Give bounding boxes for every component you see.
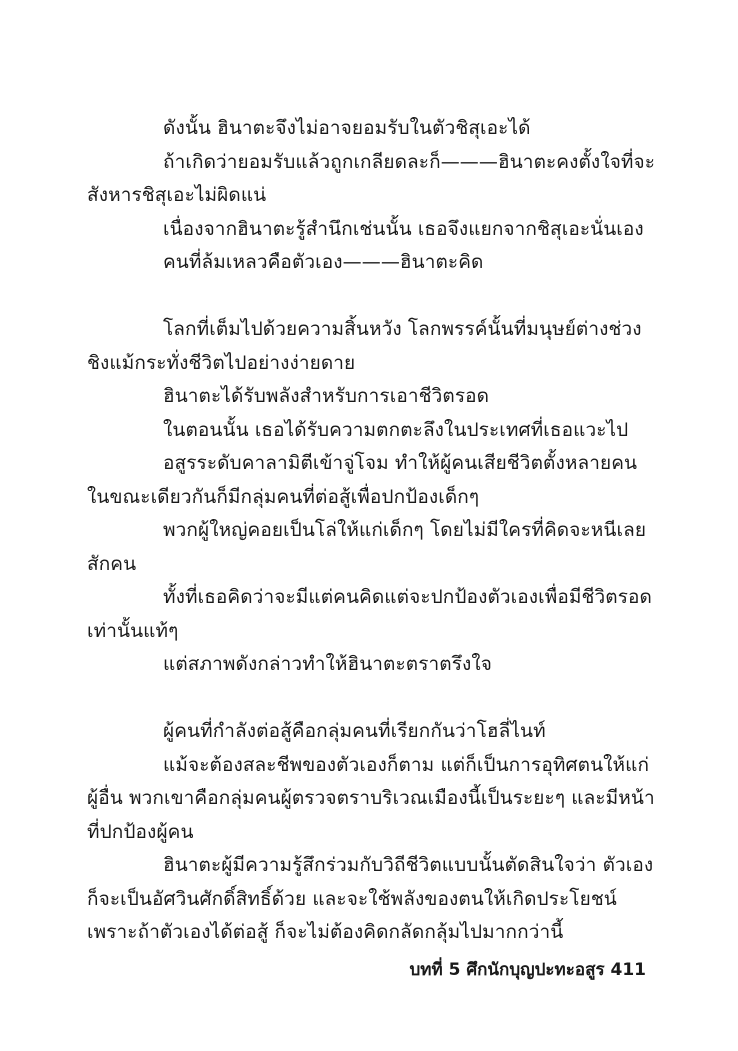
- section-break: [87, 280, 657, 314]
- paragraph: ผู้คนที่กำลังต่อสู้คือกลุ่มคนที่เรียกกันว่าโฮลี่ไนท์: [163, 720, 546, 742]
- section-break: [87, 682, 657, 716]
- running-footer: บทที่ 5 ศึกนักบุญปะทะอสูร 411: [409, 960, 646, 980]
- paragraph: แต่สภาพดังกล่าวทำให้ฮินาตะตราตรึงใจ: [163, 653, 493, 675]
- paragraph: ถ้าเกิดว่ายอมรับแล้วถูกเกลียดละก็———ฮินาตะคงตั้งใจที่จะสังหารชิสุเอะไม่ผิดแน่: [87, 150, 656, 206]
- paragraph: แม้จะต้องสละชีพของตัวเองก็ตาม แต่ก็เป็นการอุทิศตนให้แก่ผู้อื่น พวกเขาคือกลุ่มคนผู้ตรวจตราบริเวณเมืองนี้เป็นระยะๆ และมีหน้าที่ปกป้องผู้คน: [87, 753, 655, 843]
- paragraph: พวกผู้ใหญ่คอยเป็นโล่ให้แก่เด็กๆ โดยไม่มีใครที่คิดจะหนีเลยสักคน: [87, 519, 647, 575]
- paragraph: เนื่องจากฮินาตะรู้สำนึกเช่นนั้น เธอจึงแยกจากชิสุเอะนั่นเอง: [163, 217, 644, 240]
- paragraph: ทั้งที่เธอคิดว่าจะมีแต่คนคิดแต่จะปกป้องตัวเองเพื่อมีชีวิตรอดเท่านั้นแท้ๆ: [87, 586, 652, 642]
- paragraph: คนที่ล้มเหลวคือตัวเอง———ฮินาตะคิด: [163, 251, 484, 273]
- paragraph: ดังนั้น ฮินาตะจึงไม่อาจยอมรับในตัวชิสุเอะได้: [163, 117, 531, 139]
- paragraph: โลกที่เต็มไปด้วยความสิ้นหวัง โลกพรรค์นั้นที่มนุษย์ต่างช่วงชิงแม้กระทั่งชีวิตไปอย่างง่ายดาย: [87, 318, 642, 374]
- paragraph: ฮินาตะผู้มีความรู้สึกร่วมกับวิถีชีวิตแบบนั้นตัดสินใจว่า ตัวเองก็จะเป็นอัศวินศักดิ์สิทธิ์ด้วย และจะใช้พลังของตนให้เกิดประโยชน์ เพราะถ้าตัวเองได้ต่อสู้ ก็จะไม่ต้องคิดกลัดกลุ้มไปมากกว่านี้: [87, 854, 654, 943]
- paragraph: อสูรระดับคาลามิตีเข้าจู่โจม ทำให้ผู้คนเสียชีวิตตั้งหลายคน ในขณะเดียวกันก็มีกลุ่มคนที่ต่อสู้เพื่อปกป้องเด็กๆ: [87, 452, 638, 508]
- paragraph: ในตอนนั้น เธอได้รับความตกตะลึงในประเทศที่เธอแวะไป: [163, 418, 629, 441]
- chapter-body: [87, 112, 657, 950]
- paragraph: ฮินาตะได้รับพลังสำหรับการเอาชีวิตรอด: [163, 385, 490, 407]
